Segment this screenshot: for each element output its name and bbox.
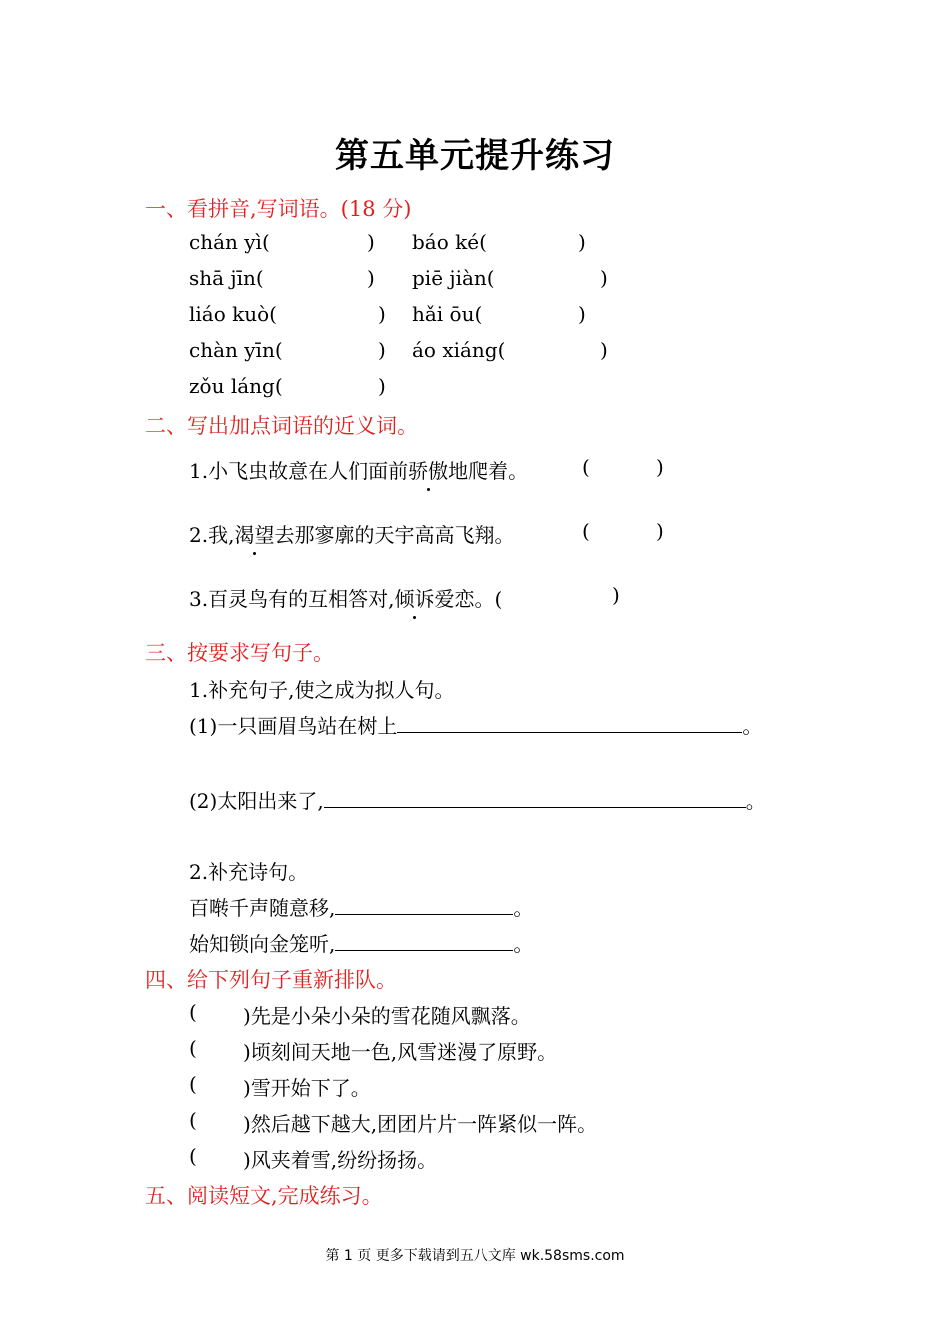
reorder-text: 风夹着雪,纷纷扬扬。	[250, 1148, 438, 1172]
pinyin-close: )	[578, 302, 586, 326]
question-text: 爱恋。	[434, 587, 495, 611]
dotted-word: 倾诉	[394, 583, 434, 612]
synonym-question-2	[189, 519, 514, 548]
subheading-poem: 2.补充诗句。	[189, 860, 309, 884]
reorder-item	[243, 1144, 437, 1173]
pinyin-close: )	[378, 374, 386, 398]
reorder-close: )	[243, 1076, 251, 1100]
sentence-text: (1)一只画眉鸟站在树上	[189, 714, 398, 738]
section-heading-1: 一、看拼音,写词语。(18 分)	[145, 197, 412, 221]
sentence-text: (2)太阳出来了,	[189, 789, 324, 813]
pinyin-close: )	[367, 266, 375, 290]
pinyin-item: zǒu láng(	[189, 374, 283, 398]
answer-bracket-open: (	[582, 519, 590, 543]
question-text: 去那寥廓的天宇高高飞翔。	[274, 523, 515, 547]
pinyin-item: shā jīn(	[189, 266, 264, 290]
section-heading-5: 五、阅读短文,完成练习。	[145, 1184, 383, 1208]
reorder-item	[243, 1108, 597, 1137]
reorder-open: (	[189, 1108, 197, 1132]
question-text: 1.小飞虫故意在人们面前	[189, 459, 409, 483]
poem-text: 百啭千声随意移,	[189, 896, 336, 920]
pinyin-item: hǎi ōu(	[412, 302, 483, 326]
sentence-period: 。	[513, 932, 534, 956]
dotted-word: 渴望	[234, 519, 274, 548]
pinyin-close: )	[600, 266, 608, 290]
answer-blank[interactable]	[335, 896, 513, 915]
question-text: 3.百灵鸟有的互相答对,	[189, 587, 395, 611]
sentence-item-1	[189, 710, 762, 739]
page-title: 第五单元提升练习	[335, 136, 615, 176]
reorder-open: (	[189, 1036, 197, 1060]
pinyin-close: )	[578, 230, 586, 254]
reorder-text: 先是小朵小朵的雪花随风飘落。	[250, 1004, 531, 1028]
reorder-open: (	[189, 1072, 197, 1096]
section-heading-2: 二、写出加点词语的近义词。	[145, 414, 418, 438]
page-footer: 第 1 页 更多下载请到五八文库 wk.58sms.com	[325, 1248, 625, 1264]
synonym-question-3	[189, 583, 502, 612]
reorder-close: )	[243, 1004, 251, 1028]
pinyin-item: piē jiàn(	[412, 266, 495, 290]
pinyin-item: báo ké(	[412, 230, 487, 254]
sentence-period: 。	[742, 714, 763, 738]
section-heading-3: 三、按要求写句子。	[145, 641, 334, 665]
subheading-personification: 1.补充句子,使之成为拟人句。	[189, 678, 455, 702]
reorder-text: 雪开始下了。	[250, 1076, 371, 1100]
question-text: 2.我,	[189, 523, 235, 547]
sentence-period: 。	[513, 896, 534, 920]
answer-bracket-close: )	[612, 583, 620, 607]
sentence-period: 。	[745, 789, 766, 813]
answer-blank[interactable]	[397, 714, 742, 733]
reorder-text: 然后越下越大,团团片片一阵紧似一阵。	[250, 1112, 598, 1136]
poem-text: 始知锁向金笼听,	[189, 932, 336, 956]
reorder-close: )	[243, 1148, 251, 1172]
answer-blank[interactable]	[335, 932, 513, 951]
answer-bracket-open: (	[582, 455, 590, 479]
reorder-text: 顷刻间天地一色,风雪迷漫了原野。	[250, 1040, 558, 1064]
reorder-open: (	[189, 1000, 197, 1024]
reorder-item	[243, 1072, 371, 1101]
pinyin-item: liáo kuò(	[189, 302, 277, 326]
pinyin-close: )	[367, 230, 375, 254]
pinyin-item: áo xiáng(	[412, 338, 506, 362]
pinyin-close: )	[378, 302, 386, 326]
pinyin-item: chán yì(	[189, 230, 270, 254]
answer-blank[interactable]	[324, 789, 746, 808]
poem-line-2	[189, 928, 533, 957]
section-heading-4: 四、给下列句子重新排队。	[145, 968, 397, 992]
pinyin-close: )	[600, 338, 608, 362]
reorder-open: (	[189, 1144, 197, 1168]
poem-line-1	[189, 892, 533, 921]
reorder-item	[243, 1000, 531, 1029]
question-text: 地爬着。	[448, 459, 529, 483]
answer-bracket-close: )	[656, 455, 664, 479]
answer-bracket-open: (	[494, 587, 503, 611]
answer-bracket-close: )	[656, 519, 664, 543]
reorder-close: )	[243, 1040, 251, 1064]
reorder-close: )	[243, 1112, 251, 1136]
pinyin-item: chàn yīn(	[189, 338, 283, 362]
dotted-word: 骄傲	[408, 455, 448, 484]
synonym-question-1	[189, 455, 528, 484]
reorder-item	[243, 1036, 557, 1065]
pinyin-close: )	[378, 338, 386, 362]
sentence-item-2	[189, 785, 766, 814]
